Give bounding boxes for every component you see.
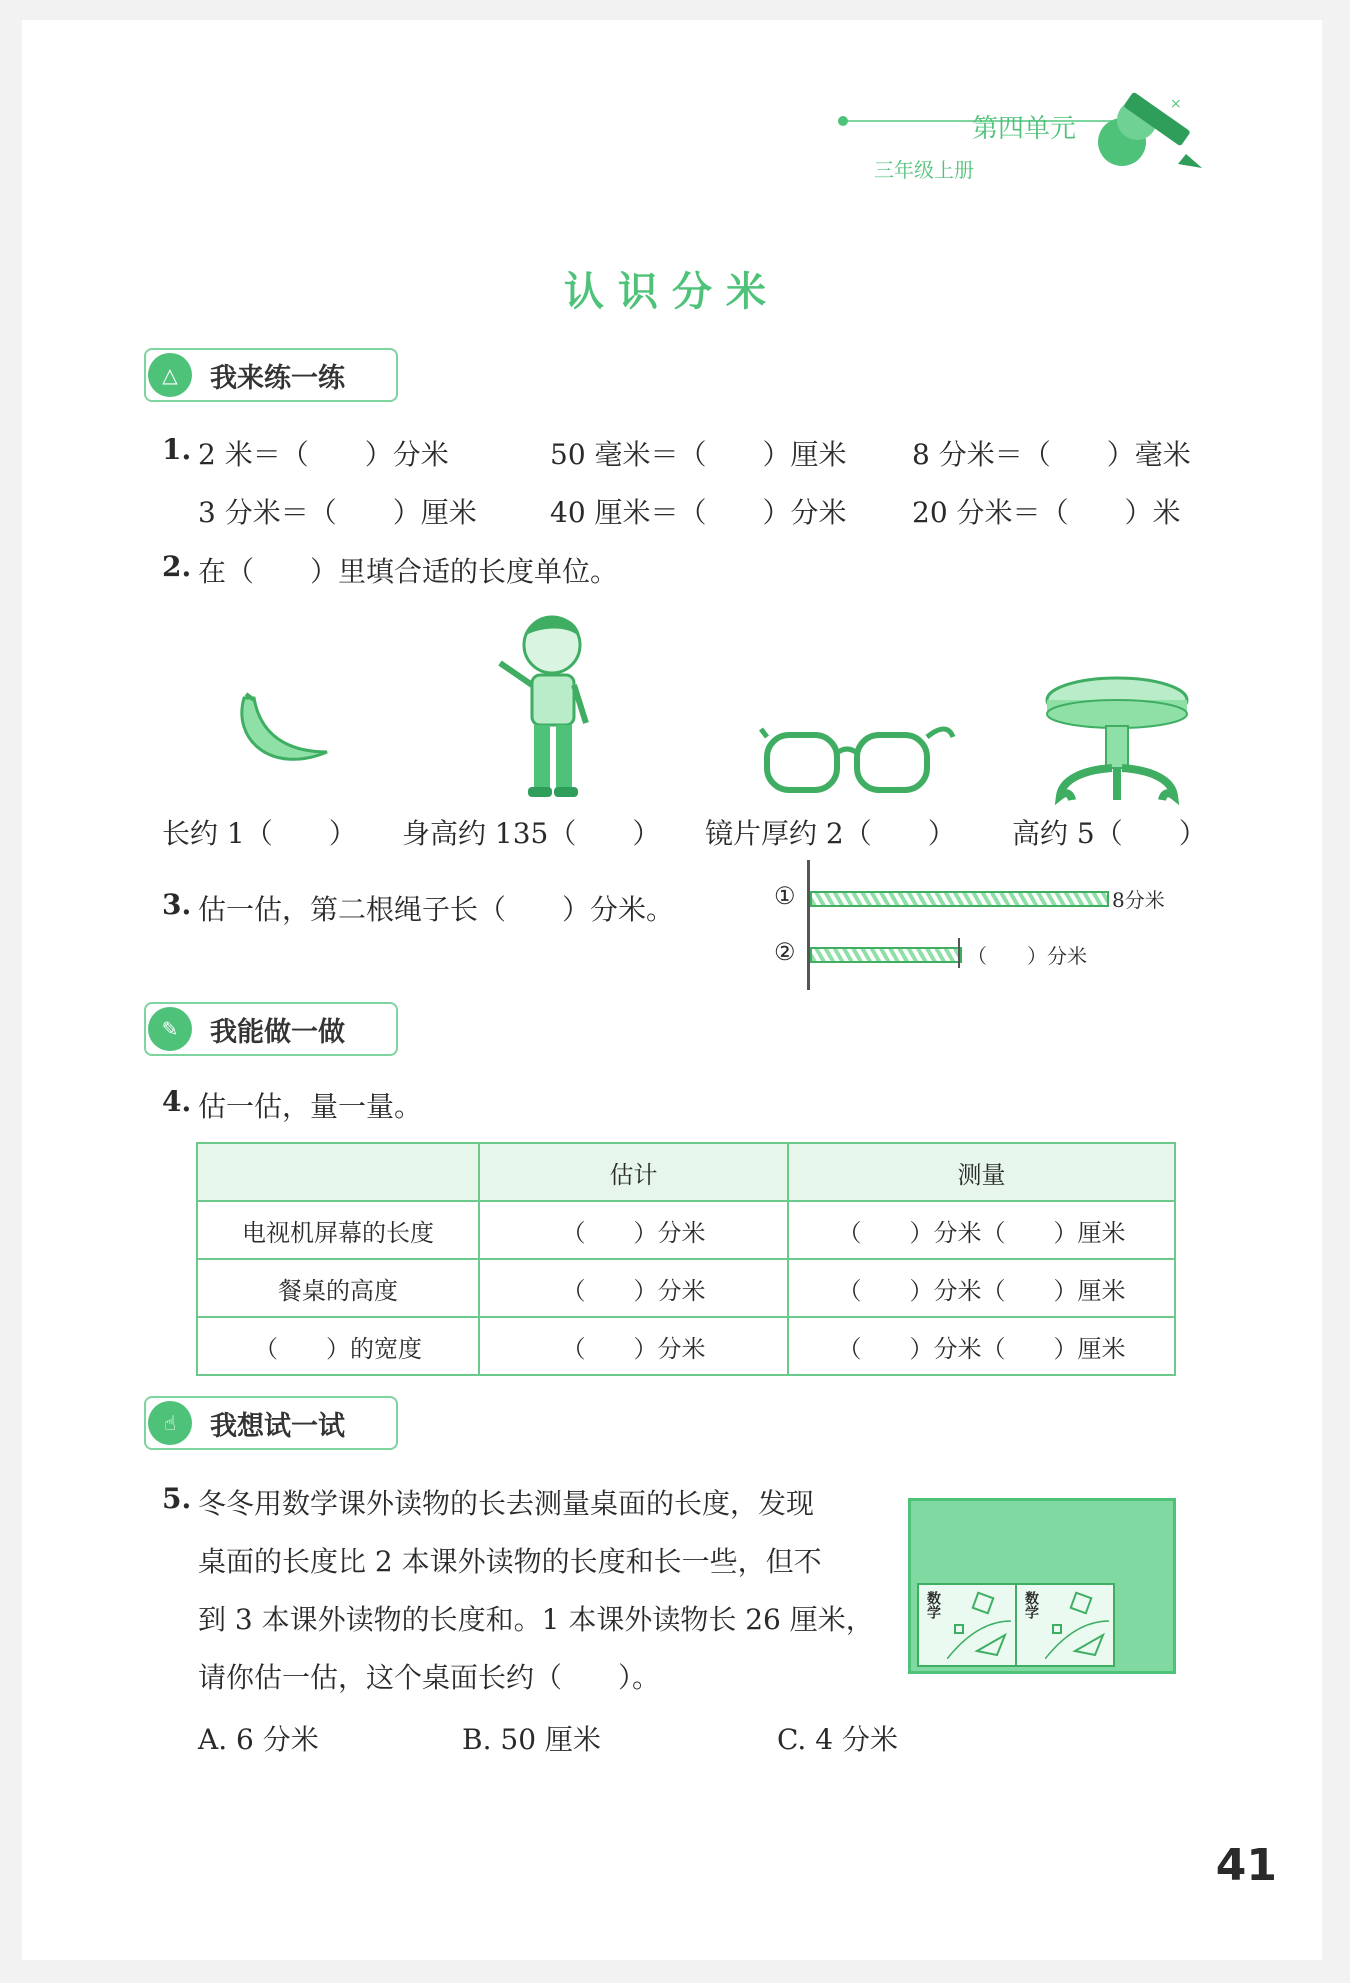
glasses-illustration xyxy=(757,715,957,805)
table-header-cell xyxy=(197,1143,479,1201)
q2-caption: 高约 5（ ） xyxy=(1012,817,1207,850)
page-number: 41 xyxy=(1215,1840,1277,1891)
rope-2 xyxy=(810,947,962,963)
q1-item: 3 分米＝（ ）厘米 xyxy=(198,496,477,529)
banana-illustration xyxy=(232,690,342,780)
unit-label: 第四单元 xyxy=(972,114,1077,144)
q2-caption: 镜片厚约 2（ ） xyxy=(705,817,956,850)
table-cell: 餐桌的高度 xyxy=(197,1259,479,1317)
header-dot xyxy=(838,116,848,126)
option-c: C. 4 分米 xyxy=(777,1723,898,1756)
section-do xyxy=(144,1002,398,1056)
pencil-badge-icon: ✎ xyxy=(148,1007,192,1051)
table-cell: （ ）分米 xyxy=(479,1317,788,1375)
book-1 xyxy=(917,1583,1017,1667)
table-header-row xyxy=(197,1143,1175,1201)
table-illustration xyxy=(1042,670,1192,810)
q1-item: 8 分米＝（ ）毫米 xyxy=(912,438,1191,471)
q3-text: 估一估，第二根绳子长（ ）分米。 xyxy=(198,893,675,926)
q1-item: 2 米＝（ ）分米 xyxy=(198,438,449,471)
rope2-end-mark xyxy=(958,938,960,968)
q2-caption: 身高约 135（ ） xyxy=(402,817,661,850)
book-2 xyxy=(1015,1583,1115,1667)
q4-number: 4. xyxy=(162,1085,192,1118)
rope-start-line xyxy=(807,860,810,990)
q5-line: 冬冬用数学课外读物的长去测量桌面的长度，发现 xyxy=(198,1487,815,1520)
q2-text: 在（ ）里填合适的长度单位。 xyxy=(198,555,619,588)
rope-1 xyxy=(810,891,1109,907)
page-title: 认识分米 xyxy=(564,269,780,315)
rope1-label: 8分米 xyxy=(1112,888,1165,912)
desk-illustration xyxy=(908,1498,1176,1674)
table-header-cell: 估计 xyxy=(479,1143,788,1201)
page xyxy=(22,20,1322,1960)
q4-text: 估一估，量一量。 xyxy=(198,1090,423,1123)
q2-caption: 长约 1（ ） xyxy=(162,817,357,850)
option-a: A. 6 分米 xyxy=(198,1723,319,1756)
q5-line: 到 3 本课外读物的长度和。1 本课外读物长 26 厘米， xyxy=(198,1603,874,1636)
ruler-triangle-icon: △ xyxy=(148,353,192,397)
table-row xyxy=(197,1259,1175,1317)
section-practice xyxy=(144,348,398,402)
q5-number: 5. xyxy=(162,1482,192,1515)
table-cell: （ ）分米（ ）厘米 xyxy=(788,1201,1175,1259)
section-practice-label: 我来练一练 xyxy=(210,362,345,394)
boy-illustration xyxy=(482,605,612,805)
hand-pointer-icon: ☝ xyxy=(148,1401,192,1445)
q5-line: 请你估一估，这个桌面长约（ ）。 xyxy=(198,1661,661,1694)
q1-item: 40 厘米＝（ ）分米 xyxy=(550,496,847,529)
table-cell: （ ）的宽度 xyxy=(197,1317,479,1375)
section-try xyxy=(144,1396,398,1450)
table-cell: （ ）分米 xyxy=(479,1201,788,1259)
rope2-label: （ ）分米 xyxy=(967,944,1087,968)
table-cell: （ ）分米 xyxy=(479,1259,788,1317)
svg-text:×: × xyxy=(1170,96,1182,112)
book-title: 数学 xyxy=(925,1591,941,1619)
q1-number: 1. xyxy=(162,433,192,466)
table-row xyxy=(197,1201,1175,1259)
q3-number: 3. xyxy=(162,888,192,921)
q1-item: 20 分米＝（ ）米 xyxy=(912,496,1181,529)
book-cover-shapes xyxy=(947,1591,1011,1659)
table-cell: （ ）分米（ ）厘米 xyxy=(788,1317,1175,1375)
pencil-icon xyxy=(1082,80,1202,180)
rope1-marker: ① xyxy=(774,882,796,910)
q2-number: 2. xyxy=(162,550,192,583)
section-do-label: 我能做一做 xyxy=(210,1016,345,1048)
q5-line: 桌面的长度比 2 本课外读物的长度和长一些，但不 xyxy=(198,1545,822,1578)
section-try-label: 我想试一试 xyxy=(210,1410,345,1442)
rope2-marker: ② xyxy=(774,938,796,966)
table-cell: （ ）分米（ ）厘米 xyxy=(788,1259,1175,1317)
table-row xyxy=(197,1317,1175,1375)
book-title: 数学 xyxy=(1023,1591,1039,1619)
book-cover-shapes xyxy=(1045,1591,1109,1659)
q1-item: 50 毫米＝（ ）厘米 xyxy=(550,438,847,471)
grade-label: 三年级上册 xyxy=(874,158,974,182)
measure-table xyxy=(196,1142,1176,1376)
table-cell: 电视机屏幕的长度 xyxy=(197,1201,479,1259)
option-b: B. 50 厘米 xyxy=(462,1723,601,1756)
table-header-cell: 测量 xyxy=(788,1143,1175,1201)
